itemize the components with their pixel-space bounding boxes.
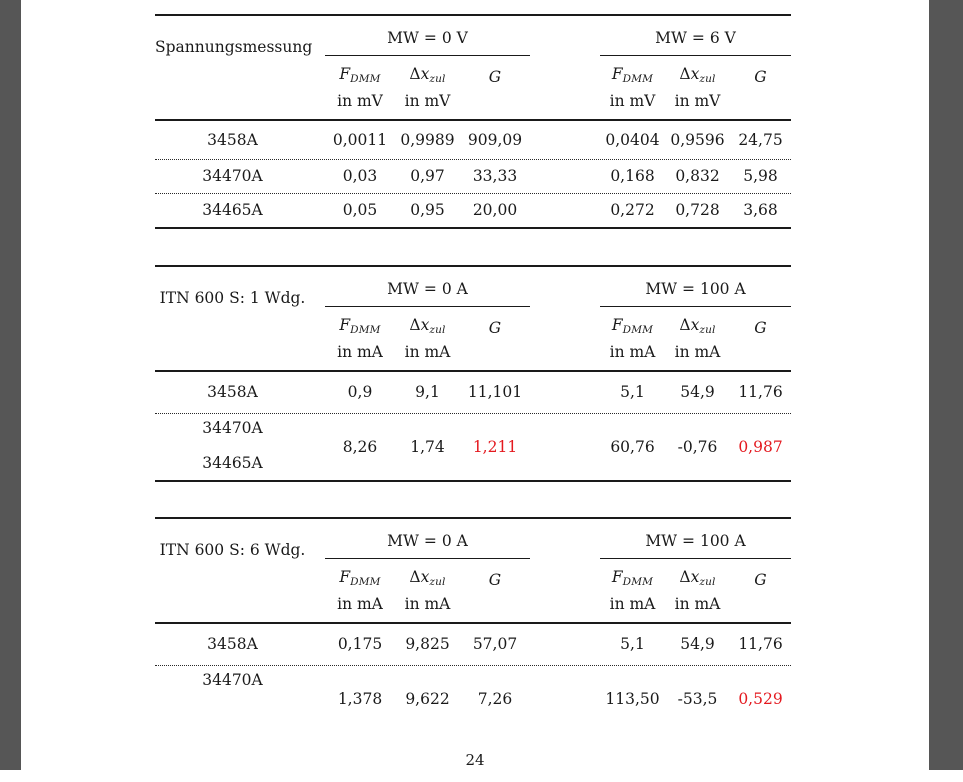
table-row-merged [155,413,791,480]
table-row [155,121,791,159]
value-cell: 0,168 [610,167,655,185]
column-header-g: G [488,570,502,589]
unit-label: in mA [404,343,451,361]
value-cell: 0,0011 [332,130,388,149]
unit-label: in mA [674,343,721,361]
value-cell: 9,1 [415,383,440,401]
table-row [155,193,791,227]
unit-label: in mA [337,343,383,361]
value-cell: 33,33 [472,167,518,185]
table-row [155,372,791,413]
value-cell: 9,622 [405,690,450,708]
value-cell: -0,76 [677,437,718,456]
row-label: 34470A [202,167,263,185]
page-number: 24 [465,751,485,769]
group-header: MW = 100 A [600,267,791,307]
value-cell: 5,1 [620,383,645,401]
row-label: 3458A [207,130,258,149]
value-cell: 909,09 [467,130,523,149]
column-header-dxzul: $\Delta x_{zul}$ in mA [665,314,730,363]
row-label: 34470A [202,419,263,437]
unit-label: in mA [609,595,656,613]
group-mw-6v [600,16,791,119]
value-cell-highlighted: 0,529 [738,690,783,708]
column-header-g: G [488,318,502,337]
table-itn600s-1wdg [155,265,791,482]
value-cell: 0,03 [342,167,378,185]
viewer-background-right [929,0,963,770]
group-mw-100a [600,267,791,370]
value-cell: 8,26 [342,437,378,456]
row-label-group [155,414,310,480]
value-cell-highlighted: 0,987 [738,437,783,456]
unit-label: in mA [337,595,383,613]
value-cell: 113,50 [605,690,660,708]
column-header-fdmm: $F_{DMM}$ in mV [325,63,395,112]
column-header-dxzul: $\Delta x_{zul}$ in mV [395,63,460,112]
unit-label: in mV [337,92,383,110]
value-cell: 0,175 [337,635,383,653]
value-cell-highlighted: 1,211 [472,437,518,456]
value-cell: 24,75 [738,130,783,149]
table-spannungsmessung [155,14,791,229]
column-header-dxzul: $\Delta x_{zul}$ in mA [395,566,460,615]
group-header: MW = 0 A [325,267,530,307]
table-row [155,624,791,665]
value-cell: 0,272 [610,201,655,219]
group-mw-0a [325,267,530,370]
value-cell: 0,9596 [670,130,725,149]
table-row-merged [155,665,791,727]
table-header [155,16,791,121]
column-header-dxzul: $\Delta x_{zul}$ in mV [665,63,730,112]
value-cell: 0,9989 [400,130,455,149]
column-header-fdmm: $F_{DMM}$ in mA [600,566,665,615]
value-cell: 11,101 [467,383,523,401]
value-cell: 20,00 [472,201,518,219]
value-cell: 0,832 [675,167,720,185]
unit-label: in mA [609,343,656,361]
table-itn600s-6wdg [155,517,791,727]
value-cell: 5,1 [620,635,645,653]
column-header-g: G [488,67,502,86]
table-title: Spannungsmessung [155,38,313,56]
value-cell: 60,76 [610,437,655,456]
table-title: ITN 600 S: 6 Wdg. [159,541,306,559]
group-header: MW = 100 A [600,519,791,559]
value-cell: 57,07 [472,635,518,653]
table-header [155,267,791,372]
column-header-g: G [754,318,767,337]
column-header-g: G [754,570,767,589]
viewer-background-left [0,0,21,770]
group-header: MW = 0 V [325,16,530,56]
column-header-dxzul: $\Delta x_{zul}$ in mA [665,566,730,615]
value-cell: 9,825 [405,635,450,653]
unit-label: in mV [609,92,656,110]
value-cell: 11,76 [738,635,783,653]
unit-label: in mV [674,92,721,110]
value-cell: 3,68 [743,201,778,219]
row-label: 3458A [207,383,258,401]
row-label: 34465A [202,201,263,219]
group-header: MW = 0 A [325,519,530,559]
row-label: 3458A [207,635,258,653]
unit-label: in mA [404,595,451,613]
unit-label: in mA [674,595,721,613]
table-header [155,519,791,624]
value-cell: 54,9 [680,383,715,401]
value-cell: 7,26 [477,690,513,708]
value-cell: -53,5 [677,690,718,708]
value-cell: 0,728 [675,201,720,219]
table-title: ITN 600 S: 1 Wdg. [159,289,306,307]
column-header-fdmm: $F_{DMM}$ in mA [325,566,395,615]
value-cell: 1,74 [410,437,445,456]
row-label: 34470A [202,671,263,689]
row-label: 34465A [202,454,263,472]
value-cell: 0,95 [410,201,445,219]
column-header-fdmm: $F_{DMM}$ in mA [325,314,395,363]
group-header: MW = 6 V [600,16,791,56]
unit-label: in mV [404,92,451,110]
value-cell: 54,9 [680,635,715,653]
group-mw-0v [325,16,530,119]
column-header-dxzul: $\Delta x_{zul}$ in mA [395,314,460,363]
column-header-fdmm: $F_{DMM}$ in mA [600,314,665,363]
value-cell: 0,97 [410,167,445,185]
value-cell: 0,0404 [605,130,660,149]
value-cell: 0,05 [342,201,378,219]
column-header-g: G [754,67,767,86]
value-cell: 1,378 [337,690,383,708]
group-mw-100a [600,519,791,622]
column-header-fdmm: $F_{DMM}$ in mV [600,63,665,112]
table-row [155,159,791,193]
group-mw-0a [325,519,530,622]
value-cell: 5,98 [743,167,778,185]
value-cell: 11,76 [738,383,783,401]
value-cell: 0,9 [347,383,373,401]
